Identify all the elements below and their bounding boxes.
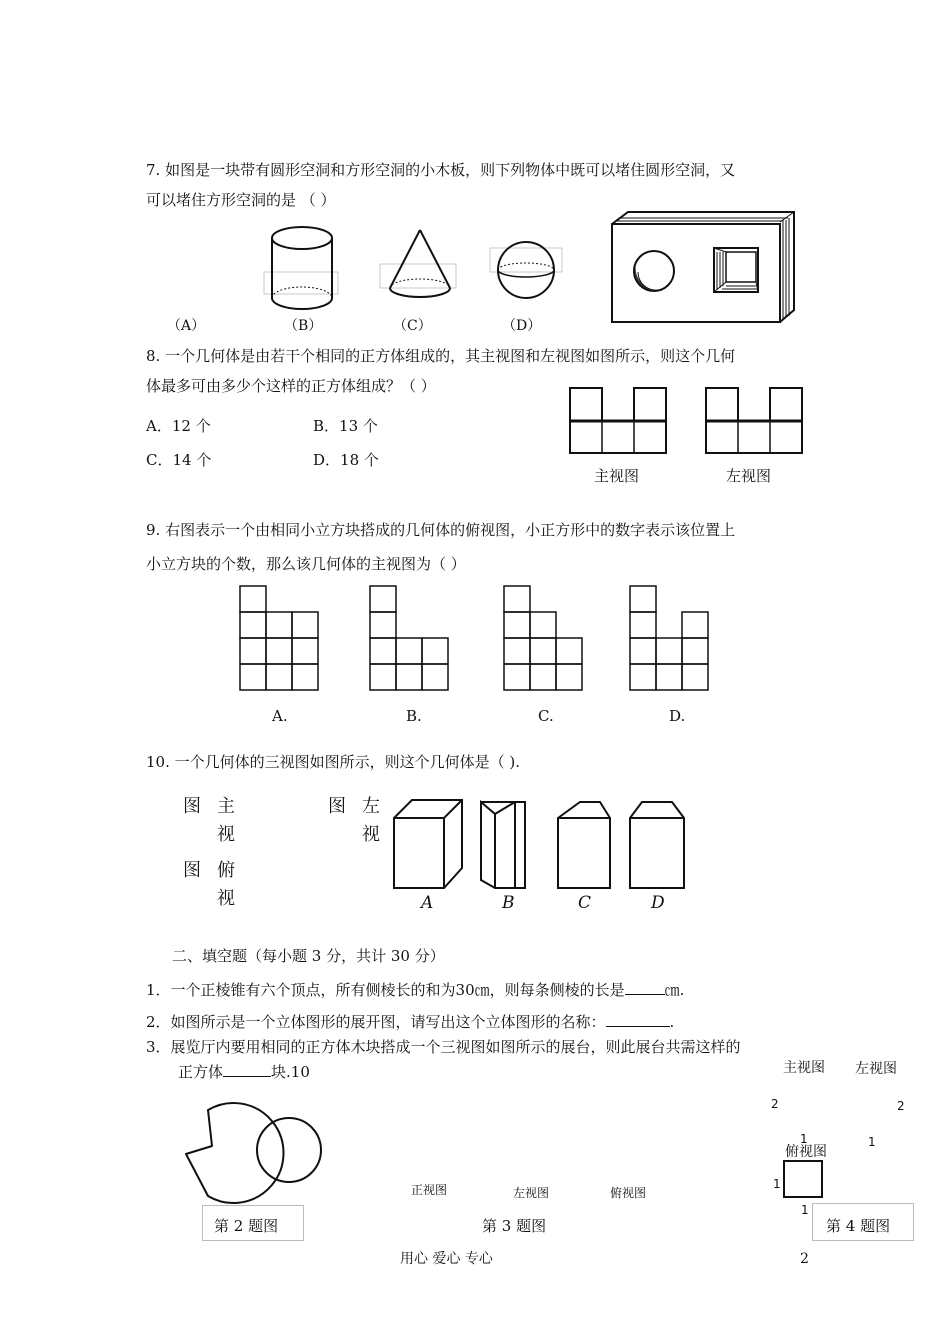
q7-option-d: （D） [502,318,542,334]
q9-label-b: B. [406,707,422,725]
q9-line1: 9. 右图表示一个由相同小立方块搭成的几何体的俯视图，小正方形中的数字表示该位置上 [146,521,736,539]
q10-char-3: 视 [217,824,235,845]
q9-option-d-grid [629,585,713,695]
fig2-caption: 第 2 题图 [214,1217,279,1235]
fig4-caption: 第 4 题图 [826,1217,891,1235]
fill1-unit: ㎝. [664,981,685,999]
q7-option-b: （B） [284,318,323,334]
footer-motto: 用心 爱心 专心 [400,1251,493,1267]
fig4-top-view: 俯视图 [785,1144,827,1160]
fig3-left-view: 左视图 [513,1186,550,1200]
fig4-left-view: 左视图 [855,1061,897,1077]
q10-char-8: 俯 [217,860,235,881]
fill3-answer-blank[interactable] [223,1076,271,1077]
q10-char-6: 视 [362,824,380,845]
q8-left-view-grid [705,387,805,455]
section2-heading: 二、填空题（每小题 3 分，共计 30 分） [172,947,445,965]
fill2-answer-blank[interactable] [606,1026,670,1027]
fill1-answer-blank[interactable] [625,994,665,995]
fig2-net-figure [182,1104,324,1204]
q10-shape-b [479,800,527,892]
fill2-question [146,1012,674,1032]
q10-char-4: 图 [328,796,346,817]
fill3-line2 [178,1062,310,1082]
fig4-main-view: 主视图 [783,1060,825,1076]
q8-main-view-grid [569,387,669,455]
q10-shape-d [628,800,686,892]
fill1-question [146,980,684,1000]
q9-label-d: D. [669,707,686,725]
fig3-front-view: 正视图 [411,1183,448,1197]
q8-line1: 8. 一个几何体是由若干个相同的正方体组成的，其主视图和左视图如图所示，则这个几何 [146,347,736,365]
cylinder-figure [262,224,342,314]
q9-option-b-grid [369,585,453,695]
fig4-number-6: 1 [801,1203,809,1217]
q10-label-a: A [421,893,434,913]
fig4-number-3: 1 [800,1132,808,1146]
fig3-top-view: 俯视图 [610,1186,647,1200]
q9-label-c: C. [538,707,554,725]
q10-char-2: 主 [217,796,235,817]
fig4-number-5: 1 [773,1177,781,1191]
wooden-board-figure [608,210,798,326]
cone-figure [376,226,466,306]
q10-shape-c [556,800,612,892]
q7-option-a: （A） [167,318,206,334]
q9-label-a: A. [272,707,288,725]
q10-char-9: 视 [217,888,235,909]
q7-option-c: （C） [393,318,432,334]
q10-label-c: C [578,893,592,913]
fig4-number-4: 1 [868,1135,876,1149]
q9-option-a-grid [239,585,323,695]
fig4-number-2: 2 [897,1099,905,1113]
q8-choice-b: B．13 个 [313,417,378,435]
q10-label-b: B [502,893,515,913]
fill2-end: . [669,1013,675,1031]
page-number: 2 [800,1251,809,1267]
q10-char-1: 图 [183,796,201,817]
q7-line1: 7. 如图是一块带有圆形空洞和方形空洞的小木板，则下列物体中既可以堵住圆形空洞，又 [146,161,736,179]
q10-line1: 10. 一个几何体的三视图如图所示，则这个几何体是（ ). [146,753,521,771]
q8-choice-a: A．12 个 [146,417,211,435]
fill3-text: 正方体 [178,1063,224,1081]
fill3-line1: 3．展览厅内要用相同的正方体木块搭成一个三视图如图所示的展台，则此展台共需这样的 [146,1038,741,1056]
q8-line2: 体最多可由多少个这样的正方体组成？（ ） [146,377,436,395]
fill2-text: 2．如图所示是一个立体图形的展开图，请写出这个立体图形的名称： [146,1013,606,1031]
q8-left-view-label: 左视图 [726,467,772,485]
sphere-figure [488,240,568,310]
q10-label-d: D [651,893,665,913]
q9-option-c-grid [503,585,587,695]
fig4-top-view-square [783,1160,825,1200]
fill1-text: 1．一个正棱锥有六个顶点，所有侧棱长的和为30㎝，则每条侧棱的长是 [146,981,625,999]
q8-choice-c: C．14 个 [146,451,212,469]
q7-line2: 可以堵住方形空洞的是 （ ） [146,191,336,209]
q10-shape-a [392,798,464,892]
q10-char-5: 左 [362,796,380,817]
q10-char-7: 图 [183,860,201,881]
fill3-end: 块.10 [271,1063,310,1081]
q8-main-view-label: 主视图 [594,467,640,485]
q9-line2: 小立方块的个数，那么该几何体的主视图为（ ） [146,555,466,573]
fig4-number-1: 2 [771,1097,779,1111]
fig3-caption: 第 3 题图 [482,1217,547,1235]
q8-choice-d: D．18 个 [313,451,379,469]
